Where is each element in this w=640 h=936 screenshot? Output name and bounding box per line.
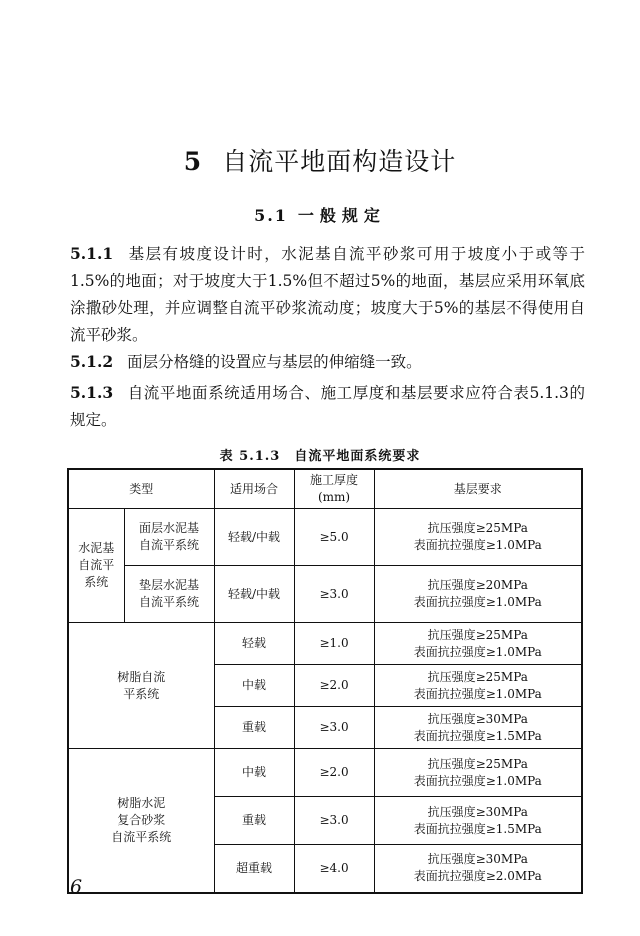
- thickness-cell: ≥2.0: [294, 749, 374, 797]
- clause-number: 5.1.3: [70, 383, 114, 402]
- subtype-cell: 面层水泥基 自流平系统: [124, 509, 214, 566]
- chapter-heading: [0, 142, 640, 178]
- group-name-resin-cement: 树脂水泥 复合砂浆 自流平系统: [68, 749, 214, 893]
- table-row: [68, 566, 582, 623]
- clause-number: 5.1.2: [70, 352, 114, 371]
- clause-number: 5.1.1: [70, 244, 114, 263]
- scene-cell: 轻载/中载: [214, 566, 294, 623]
- thickness-cell: ≥3.0: [294, 797, 374, 845]
- thickness-cell: ≥2.0: [294, 665, 374, 707]
- clause-5-1-1: [70, 240, 585, 349]
- chapter-title: 自流平地面构造设计: [222, 147, 457, 176]
- requirement-cell: 抗压强度≥30MPa 表面抗拉强度≥2.0MPa: [374, 845, 582, 893]
- scene-cell: 轻载/中载: [214, 509, 294, 566]
- clause-5-1-3: [70, 379, 585, 434]
- requirement-cell: 抗压强度≥25MPa 表面抗拉强度≥1.0MPa: [374, 749, 582, 797]
- table-header-row: [68, 469, 582, 509]
- group-name-cement: 水泥基 自流平 系统: [68, 509, 124, 623]
- page-number: 6: [70, 876, 83, 898]
- header-thickness: 施工厚度 (mm): [294, 469, 374, 509]
- thickness-cell: ≥4.0: [294, 845, 374, 893]
- section-title: 一般规定: [297, 206, 386, 225]
- requirement-cell: 抗压强度≥30MPa 表面抗拉强度≥1.5MPa: [374, 707, 582, 749]
- header-scene: 适用场合: [214, 469, 294, 509]
- requirement-cell: 抗压强度≥25MPa 表面抗拉强度≥1.0MPa: [374, 509, 582, 566]
- table-row: [68, 623, 582, 665]
- requirements-table: [67, 468, 583, 894]
- chapter-number: 5: [183, 147, 203, 176]
- clause-text: 面层分格缝的设置应与基层的伸缩缝一致。: [127, 353, 422, 371]
- thickness-cell: ≥5.0: [294, 509, 374, 566]
- scene-cell: 重载: [214, 797, 294, 845]
- table-row: [68, 749, 582, 797]
- section-heading: [0, 203, 640, 226]
- requirement-cell: 抗压强度≥30MPa 表面抗拉强度≥1.5MPa: [374, 797, 582, 845]
- header-requirement: 基层要求: [374, 469, 582, 509]
- scene-cell: 中载: [214, 749, 294, 797]
- scene-cell: 超重载: [214, 845, 294, 893]
- group-name-resin: 树脂自流 平系统: [68, 623, 214, 749]
- scene-cell: 中载: [214, 665, 294, 707]
- scene-cell: 轻载: [214, 623, 294, 665]
- clause-text: 基层有坡度设计时，水泥基自流平砂浆可用于坡度小于或等于1.5%的地面；对于坡度大于1.5%但不超过5%的地面，基层应采用环氧底涂撒砂处理，并应调整自流平砂浆流动度；坡度大于5%的基层不得使用自流平砂浆。: [70, 245, 585, 344]
- thickness-cell: ≥3.0: [294, 707, 374, 749]
- clause-text: 自流平地面系统适用场合、施工厚度和基层要求应符合表5.1.3的规定。: [70, 384, 585, 429]
- header-type: 类型: [68, 469, 214, 509]
- table-caption: 表 5.1.3 自流平地面系统要求: [219, 449, 421, 464]
- section-number: 5.1: [254, 206, 288, 225]
- table-row: [68, 509, 582, 566]
- requirement-cell: 抗压强度≥25MPa 表面抗拉强度≥1.0MPa: [374, 623, 582, 665]
- subtype-cell: 垫层水泥基 自流平系统: [124, 566, 214, 623]
- thickness-cell: ≥3.0: [294, 566, 374, 623]
- clause-5-1-2: [70, 348, 585, 376]
- thickness-cell: ≥1.0: [294, 623, 374, 665]
- requirement-cell: 抗压强度≥25MPa 表面抗拉强度≥1.0MPa: [374, 665, 582, 707]
- scene-cell: 重载: [214, 707, 294, 749]
- requirement-cell: 抗压强度≥20MPa 表面抗拉强度≥1.0MPa: [374, 566, 582, 623]
